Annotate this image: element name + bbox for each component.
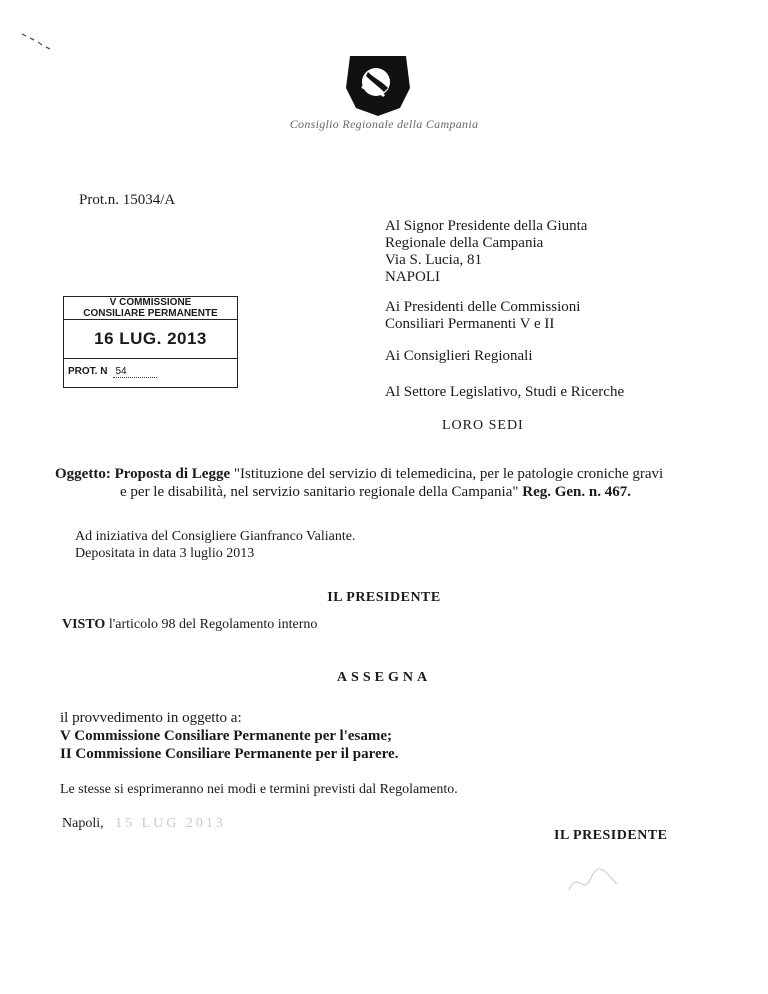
subject-reg-gen: Reg. Gen. n. 467. — [522, 484, 631, 500]
initiative-line: Ad iniziativa del Consigliere Gianfranco Valiante. — [75, 529, 356, 544]
assignment-intro: il provvedimento in oggetto a: — [60, 710, 242, 726]
addressee-block-presidente-giunta — [385, 218, 587, 286]
faded-date-stamp: 15 LUG 2013 — [115, 816, 226, 831]
stamp-protocol — [64, 359, 237, 385]
addressee-line: Ai Consiglieri Regionali — [385, 348, 533, 364]
stamp-protocol-label: PROT. N — [68, 366, 108, 377]
addressee-line: Ai Presidenti delle Commissioni — [385, 299, 581, 315]
closing-sentence: Le stesse si esprimeranno nei modi e termini previsti dal Regolamento. — [60, 782, 458, 797]
subject-block — [55, 465, 735, 501]
signature-title: IL PRESIDENTE — [554, 828, 668, 843]
region-logo — [338, 48, 418, 120]
stamp-protocol-value: 54 — [113, 366, 156, 378]
deposit-line: Depositata in data 3 luglio 2013 — [75, 546, 255, 561]
visto-label: VISTO — [62, 617, 106, 632]
scan-artifact-mark — [20, 28, 60, 52]
visto-text: l'articolo 98 del Regolamento interno — [108, 617, 318, 632]
place-label: Napoli, — [62, 816, 104, 831]
stamp-line-1: V COMMISSIONE — [109, 297, 192, 308]
stamp-line-2: CONSILIARE PERMANENTE — [83, 308, 218, 319]
place-date — [62, 816, 226, 832]
assignment-line-1: V Commissione Consiliare Permanente per l'esame; — [60, 728, 393, 744]
initiative-block — [75, 528, 355, 562]
addressee-line: Regionale della Campania — [385, 235, 544, 251]
stamp-date: 16 LUG. 2013 — [64, 320, 237, 359]
subject-title-line-1: "Istituzione del servizio di telemedicina, per le patologie croniche gravi — [233, 466, 664, 482]
stamp-header — [64, 297, 237, 320]
addressee-line: Via S. Lucia, 81 — [385, 252, 482, 268]
addressee-line: Al Settore Legislativo, Studi e Ricerche — [385, 384, 625, 400]
assignment-line-2: II Commissione Consiliare Permanente per il parere. — [60, 746, 399, 762]
assegna-heading: ASSEGNA — [336, 670, 432, 685]
assignment-block — [60, 709, 398, 763]
addressee-block-settore-legislativo — [385, 384, 624, 401]
reception-stamp — [63, 296, 238, 388]
addressee-line: Consiliari Permanenti V e II — [385, 316, 555, 332]
addressee-line: NAPOLI — [385, 269, 440, 285]
protocol-number: Prot.n. 15034/A — [79, 192, 176, 208]
institution-name: Consiglio Regionale della Campania — [289, 117, 479, 131]
addressee-block-presidenti-commissioni — [385, 299, 580, 333]
loro-sedi: LORO SEDI — [442, 418, 524, 433]
addressee-line: Al Signor Presidente della Giunta — [385, 218, 588, 234]
faint-signature — [565, 860, 625, 900]
subject-label: Oggetto: — [55, 466, 111, 482]
visto-line — [62, 617, 317, 633]
il-presidente-heading: IL PRESIDENTE — [327, 590, 441, 605]
addressee-block-consiglieri — [385, 348, 533, 365]
subject-proposta: Proposta di Legge — [114, 466, 231, 482]
subject-title-line-2: e per le disabilità, nel servizio sanitario regionale della Campania" — [120, 484, 519, 500]
